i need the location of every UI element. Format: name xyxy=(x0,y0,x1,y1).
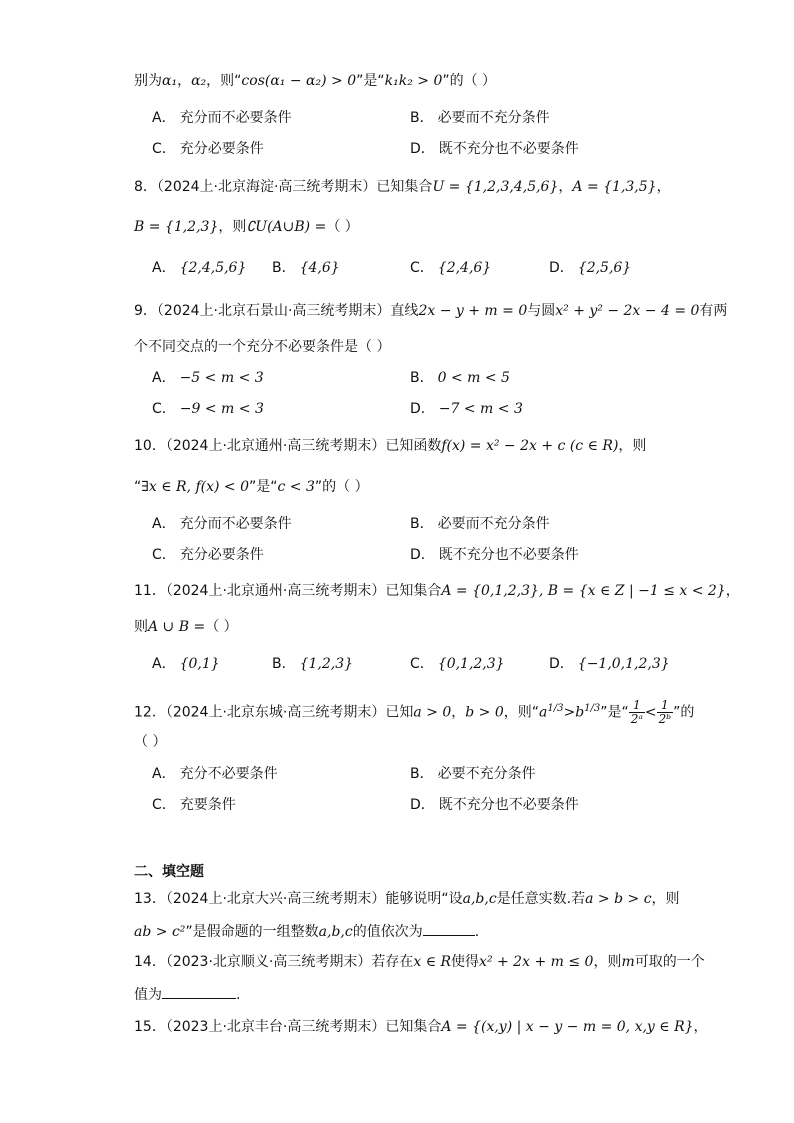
q12-fraction-2: $\frac{1}{\text{2ᵇ}}$ xyxy=(658,698,672,727)
q11-option-c[interactable]: C． {0,1,2,3} xyxy=(410,656,505,672)
q15-stem-line1: 15．（2023上·北京丰台·高三统考期末）已知集合A = {(x,y) | x − y − m = 0, x,y ∈ R}， xyxy=(134,1019,708,1035)
q12-stem-line2: （ ） xyxy=(134,734,167,750)
q10-option-b[interactable]: B． 必要而不充分条件 xyxy=(410,516,550,532)
q10-option-c[interactable]: C． 充分必要条件 xyxy=(152,547,264,563)
q10-option-d[interactable]: D． 既不充分也不必要条件 xyxy=(410,547,579,563)
q12-option-b[interactable]: B． 必要不充分条件 xyxy=(410,766,536,782)
q11-option-b[interactable]: B． {1,2,3} xyxy=(272,656,354,672)
q9-stem-line1: 9．（2024上·北京石景山·高三统考期末）直线2x − y + m = 0与圆x² + y² − 2x − 4 = 0有两 xyxy=(134,303,728,319)
section-title-fill-in: 二、填空题 xyxy=(134,864,204,880)
q13-stem-line2: ab > c²”是假命题的一组整数a,b,c的值依次为 . xyxy=(134,921,479,941)
q9-option-b[interactable]: B． 0 < m < 5 xyxy=(410,370,510,386)
q14-stem-line2: 值为 . xyxy=(134,984,240,1004)
q11-stem-line1: 11．（2024上·北京通州·高三统考期末）已知集合A = {0,1,2,3}, B = {x ∈ Z | −1 ≤ x < 2}， xyxy=(134,583,740,599)
q12-option-a[interactable]: A． 充分不必要条件 xyxy=(152,766,278,782)
q8-stem-line2: B = {1,2,3}，则∁U(A∪B) =（ ） xyxy=(134,219,359,235)
q11-stem-line2: 则A ∪ B =（ ） xyxy=(134,619,238,635)
q12-option-c[interactable]: C． 充要条件 xyxy=(152,797,236,813)
q7-option-b[interactable]: B． 必要而不充分条件 xyxy=(410,110,550,126)
q12-fraction-1: $\frac{1}{\text{2ᵃ}}$ xyxy=(630,698,643,727)
q10-stem-line1: 10．（2024上·北京通州·高三统考期末）已知函数f(x) = x² − 2x + c (c ∈ R)，则 xyxy=(134,438,647,454)
q11-option-a[interactable]: A． {0,1} xyxy=(152,656,220,672)
q8-option-d[interactable]: D． {2,5,6} xyxy=(549,260,632,276)
q10-stem-line2: “∃x ∈ R, f(x) < 0”是“c < 3”的（ ） xyxy=(134,479,369,495)
q7-option-c[interactable]: C． 充分必要条件 xyxy=(152,141,264,157)
q7-option-d[interactable]: D． 既不充分也不必要条件 xyxy=(410,141,579,157)
q12-stem-line1: 12．（2024上·北京东城·高三统考期末）已知a > 0，b > 0，则“$a^{1/3}>b^{1/3}$”是“ $\frac{1}{\text{2ᵃ}}$ < $\frac{1}{\text{2ᵇ}}$ ”的 xyxy=(134,698,695,727)
q9-option-c[interactable]: C． −9 < m < 3 xyxy=(152,401,264,417)
q7-option-a[interactable]: A． 充分而不必要条件 xyxy=(152,110,292,126)
q9-option-d[interactable]: D． −7 < m < 3 xyxy=(410,401,523,417)
q8-option-b[interactable]: B． {4,6} xyxy=(272,260,340,276)
q12-option-d[interactable]: D． 既不充分也不必要条件 xyxy=(410,797,579,813)
q7-stem-tail: 别为α₁，α₂，则“cos(α₁ − α₂) > 0”是“k₁k₂ > 0”的（ ） xyxy=(134,73,497,89)
q14-answer-blank[interactable] xyxy=(162,984,236,999)
q9-stem-line2: 个不同交点的一个充分不必要条件是（ ） xyxy=(134,339,391,355)
q10-option-a[interactable]: A． 充分而不必要条件 xyxy=(152,516,292,532)
q8-option-c[interactable]: C． {2,4,6} xyxy=(410,260,492,276)
q13-answer-blank[interactable] xyxy=(423,921,475,936)
q9-option-a[interactable]: A． −5 < m < 3 xyxy=(152,370,264,386)
q8-stem-line1: 8．（2024上·北京海淀·高三统考期末）已知集合U = {1,2,3,4,5,6}，A = {1,3,5}， xyxy=(134,179,671,195)
q13-stem-line1: 13．（2024上·北京大兴·高三统考期末）能够说明“设a,b,c是任意实数.若a > b > c，则 xyxy=(134,891,680,907)
q11-option-d[interactable]: D． {−1,0,1,2,3} xyxy=(549,656,670,672)
q14-stem-line1: 14．（2023·北京顺义·高三统考期末）若存在x ∈ R使得x² + 2x + m ≤ 0，则m可取的一个 xyxy=(134,954,705,970)
q8-option-a[interactable]: A． {2,4,5,6} xyxy=(152,260,247,276)
